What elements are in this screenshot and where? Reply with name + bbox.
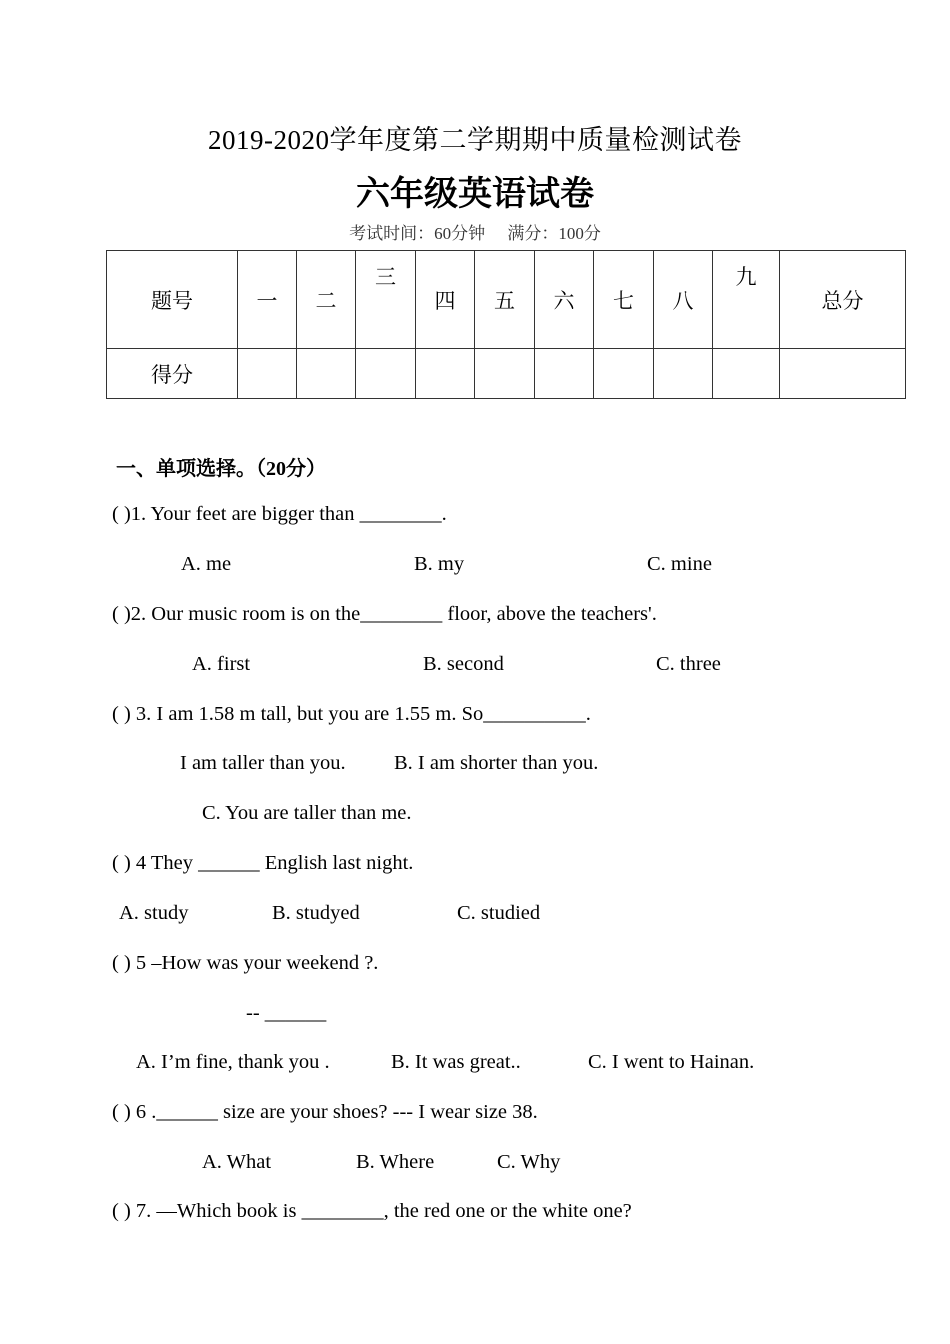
score-table-header-row <box>107 251 906 349</box>
question-2-stem: ( )2. Our music room is on the________ floor, above the teachers'. <box>112 603 657 625</box>
question-3-option-b: B. I am shorter than you. <box>394 752 599 774</box>
col-1: 一 <box>238 251 297 349</box>
question-1-stem: ( )1. Your feet are bigger than ________. <box>112 503 447 525</box>
question-2-option-c: C. three <box>656 653 721 675</box>
question-number-label: 题号 <box>107 251 238 349</box>
col-4: 四 <box>416 251 475 349</box>
question-5-option-c: C. I went to Hainan. <box>588 1051 755 1073</box>
score-cell[interactable] <box>356 349 416 399</box>
col-6: 六 <box>535 251 594 349</box>
score-cell[interactable] <box>713 349 780 399</box>
score-table <box>106 250 906 399</box>
col-3: 三 <box>356 251 416 349</box>
question-4-stem: ( ) 4 They ______ English last night. <box>112 852 414 874</box>
col-8: 八 <box>654 251 713 349</box>
question-6-option-a: A. What <box>202 1151 272 1173</box>
question-7-stem: ( ) 7. —Which book is ________, the red one or the white one? <box>112 1200 632 1222</box>
question-5-option-a: A. I’m fine, thank you . <box>136 1051 330 1073</box>
score-cell[interactable] <box>416 349 475 399</box>
col-2: 二 <box>297 251 356 349</box>
exam-time: 考试时间：60分钟 <box>349 224 486 243</box>
question-6-option-c: C. Why <box>497 1151 561 1173</box>
question-4-option-c: C. studied <box>457 902 541 924</box>
question-5-option-b: B. It was great.. <box>391 1051 521 1073</box>
question-4-option-a: A. study <box>119 902 189 924</box>
score-cell[interactable] <box>594 349 654 399</box>
question-4-option-b: B. studyed <box>272 902 360 924</box>
score-cell[interactable] <box>475 349 535 399</box>
question-3-option-a: I am taller than you. <box>180 752 346 774</box>
question-6-stem: ( ) 6 .______ size are your shoes? --- I wear size 38. <box>112 1101 538 1123</box>
col-9: 九 <box>713 251 780 349</box>
exam-full-score: 满分：100分 <box>507 224 601 243</box>
question-3-stem: ( ) 3. I am 1.58 m tall, but you are 1.55 m. So__________. <box>112 703 591 725</box>
score-label: 得分 <box>107 349 238 399</box>
question-2-option-a: A. first <box>192 653 251 675</box>
col-7: 七 <box>594 251 654 349</box>
score-cell[interactable] <box>654 349 713 399</box>
exam-info <box>0 219 950 244</box>
question-6-option-b: B. Where <box>356 1151 435 1173</box>
question-1-option-c: C. mine <box>647 553 712 575</box>
col-5: 五 <box>475 251 535 349</box>
total-score-cell[interactable] <box>780 349 906 399</box>
question-5-reply: -- ______ <box>246 1002 327 1024</box>
question-3-option-c: C. You are taller than me. <box>202 802 412 824</box>
section-heading: 一、单项选择。（20分） <box>116 458 326 480</box>
exam-series-title: 2019-2020学年度第二学期期中质量检测试卷 <box>208 125 742 155</box>
score-cell[interactable] <box>297 349 356 399</box>
question-2-option-b: B. second <box>423 653 504 675</box>
score-cell[interactable] <box>238 349 297 399</box>
score-cell[interactable] <box>535 349 594 399</box>
score-table-score-row <box>107 349 906 399</box>
question-1-option-a: A. me <box>181 553 232 575</box>
question-1-option-b: B. my <box>414 553 465 575</box>
exam-subject-title: 六年级英语试卷 <box>356 174 594 214</box>
question-5-stem: ( ) 5 –How was your weekend ?. <box>112 952 379 974</box>
total-label: 总分 <box>780 251 906 349</box>
